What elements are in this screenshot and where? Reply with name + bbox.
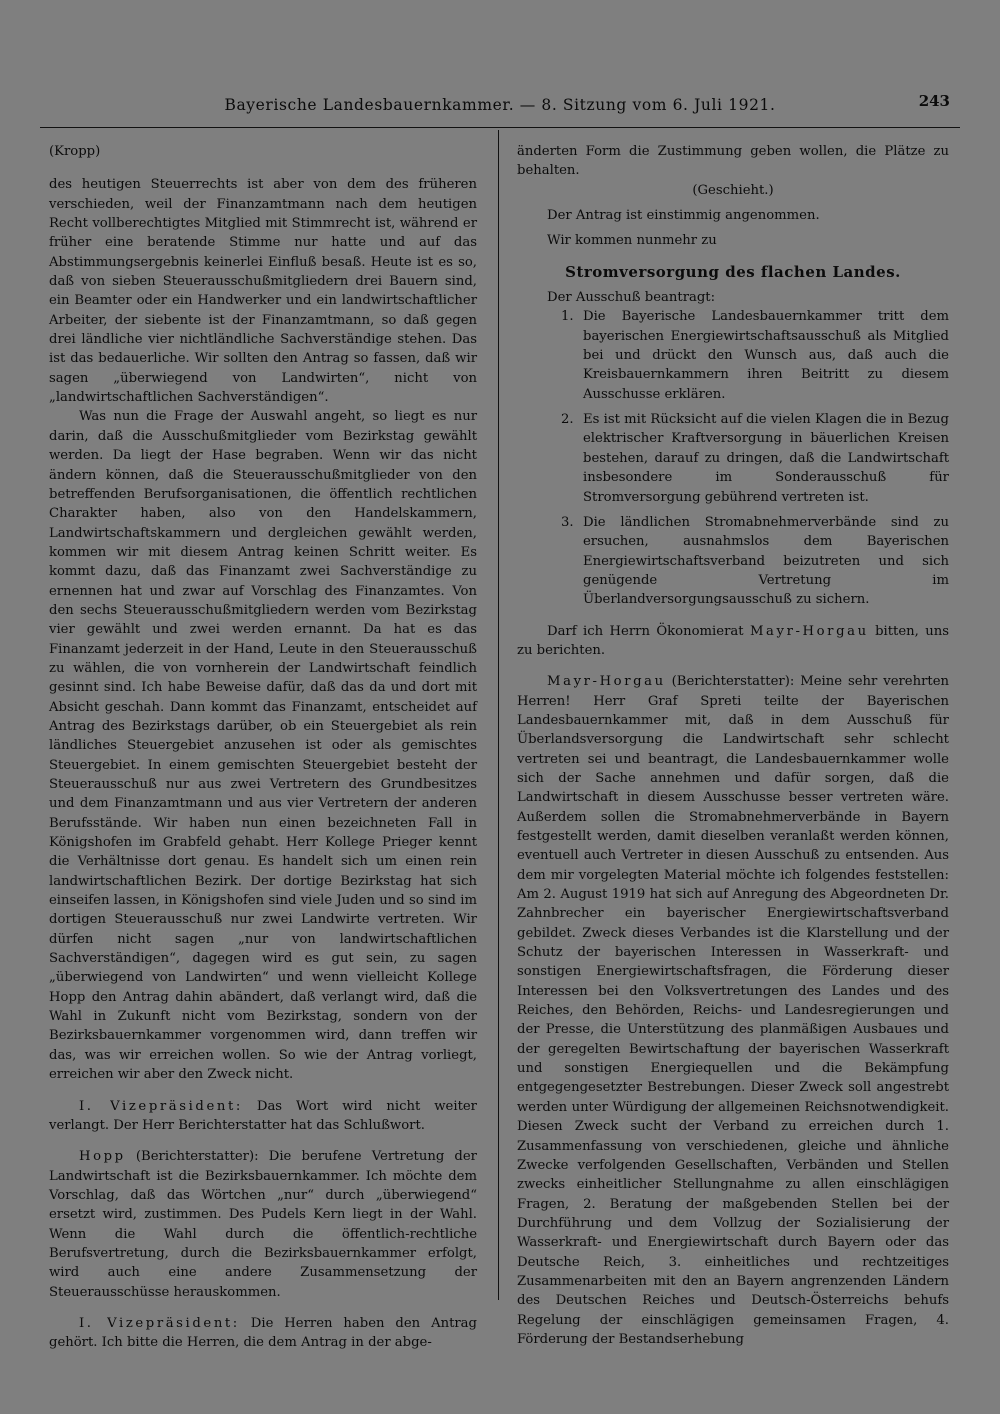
motion-item — [517, 410, 949, 507]
speaker-name: Mayr-Horgau — [547, 674, 666, 690]
motion-text: Die ländlichen Stromabnehmerverbände sind zu ersuchen, ausnahmslos dem Bayerischen Energiewirtschaftsverband beizutreten und sich genügende Vertretung im Überlandversorgungsausschuß zu sichern. — [583, 514, 949, 608]
spacer — [49, 1302, 477, 1314]
paragraph-continuation: änderten Form die Zustimmung geben wollen, die Plätze zu behalten. — [517, 144, 949, 179]
left-column — [49, 142, 477, 1353]
motion-text: Die Bayerische Landesbauernkammer tritt dem bayerischen Energiewirtschaftsausschuß als Mitglied bei und drückt den Wunsch aus, daß auch die Kreisbauernkammern ihren Beitritt zu diesem Ausschusse erklären. — [583, 309, 949, 402]
stage-direction: (Geschieht.) — [692, 182, 774, 198]
column-divider — [498, 130, 499, 1300]
text: Darf ich Herrn Ökonomierat — [547, 623, 750, 639]
running-title: Bayerische Landesbauernkammer. — 8. Sitzung vom 6. Juli 1921. — [224, 96, 776, 114]
speaker-name: Mayr-Horgau — [749, 623, 869, 639]
right-column — [517, 142, 949, 1349]
paragraph-kropp-2: Was nun die Frage der Auswahl angeht, so liegt es nur darin, daß die Ausschußmitglieder vom Bezirkstag gewählt werden. Da liegt der Hase begraben. Wenn wir das nicht ändern können, daß die Steuerausschußmitglieder von den betreffenden Berufsorganisationen, die öffentlich rechtlichen Charakter haben, also von den Handelskammern, Landwirtschaftskammern und dergleichen gewählt werden, kommen wir mit diesem Antrag keinen Schritt weiter. Es kommt dazu, daß das Finanzamt zwei Sachverständige zu ernennen hat und zwar auf Vorschlag des Finanzamtes. Von den sechs Steuerausschußmitgliedern werden vom Bezirkstag vier gewählt und zwei werden ernannt. Da hat es das Finanzamt jederzeit in der Hand, Leute in den Steuerausschuß zu wählen, die von vornherein der Landwirtschaft feindlich gesinnt sind. Ich habe Beweise dafür, daß das da und dort mit Absicht geschah. Dann kommt das Finanzamt, entscheidet auf Antrag des Bezirkstags darüber, ob ein Steuergebiet als rein ländliches Steuergebiet anzusehen ist oder als gemischtes Steuergebiet. In einem gemischten Steuergebiet besteht der Steuerausschuß nur aus zwei Vertretern des Grundbesitzes und dem Finanzamtmann und aus vier Vertretern der anderen Berufsstände. Wir haben nun einen bezeichneten Fall in Königshofen im Grabfeld gehabt. Herr Kollege Prieger kennt die Verhältnisse dort genau. Es handelt sich um einen rein landwirtschaftlichen Bezirk. Der dortige Bezirkstag hat sich einseifen lassen, in Königshofen sind viele Juden und so sind im dortigen Steuerausschuß nur zwei Landwirte vertreten. Wir dürfen nicht sagen „nur von landwirtschaftlichen Sachverständigen“, dagegen wird es gut sein, zu sagen „überwiegend von Landwirten“ und wenn vielleicht Kollege Hopp den Antrag dahin abändert, daß verlangt wird, daß die Wahl in Zukunft nicht vom Bezirkstag, sondern von der Bezirksbauernkammer vorgenommen wird, dann treffen wir das, was wir erreichen wollen. So wie der Antrag vorliegt, erreichen wir aber den Zweck nicht. — [49, 409, 477, 1083]
speaker-label-kropp: (Kropp) — [49, 144, 101, 159]
speech-text: Das Wort wird nicht weiter verlangt. Der Herr Berichterstatter hat das Schlußwort. — [49, 1098, 477, 1133]
motion-item — [517, 513, 949, 610]
speech-text: (Berichterstatter): Meine sehr verehrten Herren! Herr Graf Spreti teilte der Bayerischen Landesbauernkammer mit, daß in dem Ausschuß für Überlandsversorgung die Landwirtschaft sehr schlecht vertreten sei und beantragt, die Landesbauernkammer wolle sich der Sache annehmen und dafür sorgen, daß die Landwirtschaft in diesem Ausschusse besser vertreten wäre. Außerdem sollen die Stromabnehmerverbände in Bayern festgestellt werden, damit dieselben veranlaßt werden können, eventuell auch Vertreter in diesen Ausschuß zu entsenden. Aus dem mir vorgelegten Material möchte ich folgendes feststellen: Am 2. August 1919 hat sich auf Anregung des Abgeordneten Dr. Zahnbrecher ein bayerischer Energiewirtschaftsverband gebildet. Zweck dieses Verbandes ist die Klarstellung und der Schutz der bayerischen Interessen in Wasserkraft- und sonstigen Energiewirtschaftsfragen, die Förderung dieser Interessen bei den Volksvertretungen des Landes und des Reiches, den Behörden, Reichs- und Landesregierungen und der Presse, die Unterstützung des planmäßigen Ausbaues und der geregelten Bewirtschaftung der bayerischen Wasserkraft und sonstigen Energiequellen und die Bekämpfung entgegengesetzter Bestrebungen. Dieser Zweck soll angestrebt werden unter Würdigung der allgemeinen Reichsnotwendigkeit. Diesen Zweck sucht der Verband zu erreichen durch 1. Zusammenfassung von verschiedenen, gleiche und ähnliche Zwecke verfolgenden Gesellschaften, Verbänden und Stellen zwecks einheitlicher Stellungnahme zu allen einschlägigen Fragen, 2. Beratung der maßgebenden Stellen bei der Durchführung und dem Vollzug der Sozialisierung der Wasserkraft- und Energiewirtschaft durch Bayern oder das Deutsche Reich, 3. einheitliches und rechtzeitiges Zusammenarbeiten mit den an Bayern angrenzenden Ländern des Deutschen Reiches und Deutsch-Österreichs behufs Regelung der einschlägigen gemeinsamen Fragen, 4. Förderung der Bestandserhebung — [517, 674, 949, 1347]
paragraph-vizepraesident-1 — [49, 1097, 477, 1136]
paragraph-motion-intro: Der Ausschuß beantragt: — [547, 290, 716, 306]
paragraph-decision: Der Antrag ist einstimmig angenommen. — [547, 208, 820, 224]
paragraph-hopp — [49, 1147, 477, 1302]
motion-number: 3. — [561, 514, 574, 530]
spacer — [49, 1135, 477, 1147]
speaker-name: I. Vizepräsident: — [79, 1315, 240, 1331]
spacer — [517, 660, 949, 672]
paragraph-kropp-1: des heutigen Steuerrechts ist aber von dem des früheren verschieden, weil der Finanzamtmann nach dem heutigen Recht vollberechtigtes Mitglied mit Stimmrecht ist, während er früher eine beratende Stimme nur hatte und auf das Abstimmungsergebnis keinerlei Einfluß besaß. Heute ist es so, daß von sieben Steuerausschußmitgliedern drei Bauern sind, ein Beamter oder ein Handwerker und ein landwirtschaftlicher Arbeiter, der siebente ist der Finanzamtmann, so daß gegen drei ländliche vier nichtländliche Sachverständige stehen. Das ist das bedauerliche. Wir sollten den Antrag so fassen, daß wir sagen „überwiegend von Landwirten“, nicht von „landwirtschaftlichen Sachverständigen“. — [49, 177, 477, 406]
spacer — [517, 251, 949, 263]
motion-number: 1. — [561, 309, 574, 325]
header-rule — [40, 127, 960, 128]
paragraph-vizepraesident-2 — [49, 1314, 477, 1353]
speaker-name: Hopp — [79, 1149, 126, 1165]
motion-text: Es ist mit Rücksicht auf die vielen Klagen die in Bezug elektrischer Kraftversorgung in bäuerlichen Kreisen bestehen, darauf zu dringen, daß die Landwirtschaft insbesondere im Sonderausschuß für Stromversorgung gebührend vertreten ist. — [583, 412, 949, 505]
paragraph-mayr-horgau — [517, 672, 949, 1349]
paragraph-transition: Wir kommen nunmehr zu — [547, 233, 717, 249]
motion-list — [517, 307, 949, 609]
spacer — [49, 1085, 477, 1097]
speaker-name: I. Vizepräsident: — [79, 1098, 243, 1114]
section-heading: Stromversorgung des flachen Landes. — [565, 262, 901, 281]
motion-number: 2. — [561, 412, 574, 428]
page-number: 243 — [918, 92, 950, 110]
motion-item — [517, 307, 949, 404]
speech-text: Die Herren haben den Antrag gehört. Ich bitte die Herren, die dem Antrag in der abge- — [49, 1315, 477, 1351]
speech-text: (Berichterstatter): Die berufene Vertretung der Landwirtschaft ist die Bezirksbauernkammer. Ich möchte dem Vorschlag, daß das Wörtchen „nur“ durch „überwiegend“ ersetzt wird, zustimmen. Des Pudels Kern liegt in der Wahl. Wenn die Wahl durch die öffentlich-rechtliche Berufsvertretung, durch die Bezirksbauernkammer erfolgt, wird auch eine andere Zusammensetzung der Steuerausschüsse herauskommen. — [49, 1149, 477, 1300]
page-header — [40, 92, 960, 126]
text: bitten, uns zu berichten. — [517, 623, 950, 658]
paragraph-request-report — [517, 622, 949, 661]
spacer — [517, 610, 949, 622]
